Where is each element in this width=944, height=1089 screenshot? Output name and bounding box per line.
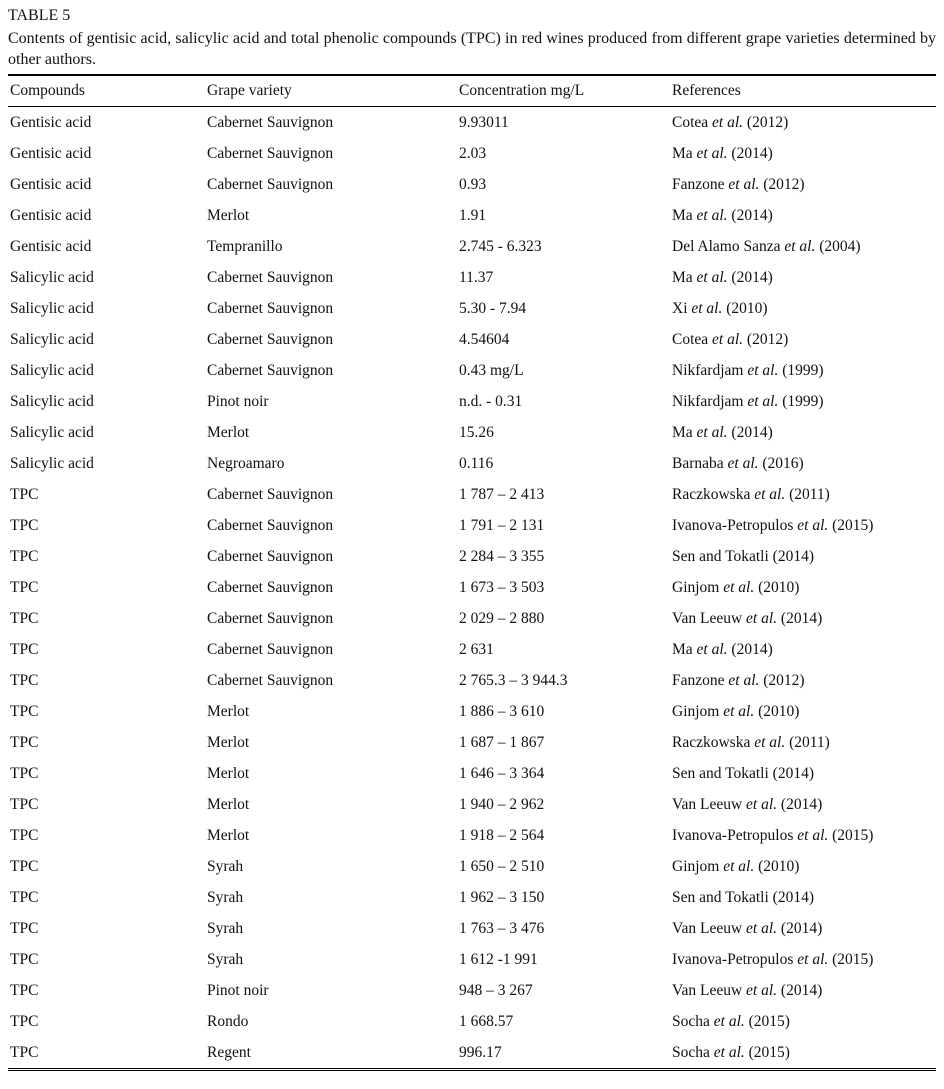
- table-cell-compound: TPC: [10, 672, 39, 689]
- table-cell-variety: Merlot: [207, 703, 250, 720]
- table-cell-compound: TPC: [10, 579, 39, 596]
- table-cell-compound: TPC: [10, 1013, 39, 1030]
- table-cell-variety: Syrah: [207, 920, 244, 937]
- table-row: [8, 448, 936, 479]
- table-cell-reference: Ginjom et al. (2010): [672, 858, 800, 875]
- table-row: [8, 913, 936, 944]
- table-cell-compound: TPC: [10, 982, 39, 999]
- table-row: [8, 417, 936, 448]
- table-row: [8, 200, 936, 231]
- table-row: [8, 975, 936, 1006]
- table-cell-compound: TPC: [10, 796, 39, 813]
- table-row: [8, 882, 936, 913]
- table-cell-concentration: 2.745 - 6.323: [459, 238, 542, 255]
- table-cell-variety: Cabernet Sauvignon: [207, 486, 334, 503]
- table-cell-variety: Syrah: [207, 858, 244, 875]
- table-cell-compound: TPC: [10, 858, 39, 875]
- table-cell-compound: TPC: [10, 548, 39, 565]
- table-cell-reference: Ma et al. (2014): [672, 145, 773, 162]
- table-cell-reference: Ginjom et al. (2010): [672, 579, 800, 596]
- table-cell-variety: Syrah: [207, 889, 244, 906]
- table-row: [8, 324, 936, 355]
- table-cell-compound: TPC: [10, 734, 39, 751]
- table-cell-compound: TPC: [10, 517, 39, 534]
- table-cell-concentration: 1 763 – 3 476: [459, 920, 545, 937]
- table-cell-reference: Sen and Tokatli (2014): [672, 765, 814, 782]
- table-cell-concentration: 0.43 mg/L: [459, 362, 524, 379]
- table-cell-concentration: 11.37: [459, 269, 494, 286]
- table-cell-reference: Van Leeuw et al. (2014): [672, 920, 823, 937]
- table-cell-reference: Raczkowska et al. (2011): [672, 486, 830, 503]
- table-cell-reference: Ma et al. (2014): [672, 207, 773, 224]
- table-cell-compound: Salicylic acid: [10, 362, 94, 379]
- table-cell-variety: Merlot: [207, 207, 250, 224]
- table-cell-compound: TPC: [10, 765, 39, 782]
- table-cell-compound: Gentisic acid: [10, 238, 92, 255]
- table-row: [8, 758, 936, 789]
- table-cell-compound: Salicylic acid: [10, 300, 94, 317]
- table-cell-reference: Ma et al. (2014): [672, 269, 773, 286]
- table-cell-concentration: 2 631: [459, 641, 494, 658]
- table-cell-variety: Cabernet Sauvignon: [207, 114, 334, 131]
- table-cell-compound: TPC: [10, 1044, 39, 1061]
- table-cell-concentration: 0.116: [459, 455, 494, 472]
- table-cell-variety: Merlot: [207, 765, 250, 782]
- table-cell-concentration: 1 612 -1 991: [459, 951, 538, 968]
- table-cell-variety: Cabernet Sauvignon: [207, 362, 334, 379]
- column-header-grape-variety: Grape variety: [205, 75, 457, 107]
- table-row: [8, 138, 936, 169]
- table-cell-concentration: 948 – 3 267: [459, 982, 533, 999]
- table-cell-concentration: 1 673 – 3 503: [459, 579, 545, 596]
- table-cell-compound: Gentisic acid: [10, 207, 92, 224]
- table-caption: Contents of gentisic acid, salicylic acid and total phenolic compounds (TPC) in red wines produced from different grape varieties determined by other authors.: [8, 30, 936, 68]
- table-cell-reference: Fanzone et al. (2012): [672, 672, 805, 689]
- table-cell-variety: Tempranillo: [207, 238, 283, 255]
- table-cell-variety: Pinot noir: [207, 393, 269, 410]
- table-label: TABLE 5: [8, 7, 71, 24]
- table-cell-concentration: 1 940 – 2 962: [459, 796, 545, 813]
- table-cell-compound: TPC: [10, 889, 39, 906]
- table-cell-reference: Ma et al. (2014): [672, 424, 773, 441]
- table-cell-concentration: 996.17: [459, 1044, 502, 1061]
- table-row: [8, 386, 936, 417]
- table-cell-reference: Ivanova-Petropulos et al. (2015): [672, 517, 874, 534]
- table-cell-reference: Ma et al. (2014): [672, 641, 773, 658]
- table-row: [8, 107, 936, 139]
- table-cell-concentration: 2 284 – 3 355: [459, 548, 545, 565]
- table-cell-variety: Rondo: [207, 1013, 249, 1030]
- table-header: [8, 75, 936, 107]
- table-cell-compound: TPC: [10, 703, 39, 720]
- table-cell-compound: TPC: [10, 951, 39, 968]
- table-row: [8, 355, 936, 386]
- table-cell-compound: Gentisic acid: [10, 145, 92, 162]
- table-cell-compound: Salicylic acid: [10, 331, 94, 348]
- table-cell-concentration: 1 787 – 2 413: [459, 486, 545, 503]
- table-cell-concentration: 4.54604: [459, 331, 510, 348]
- table-cell-concentration: 2.03: [459, 145, 487, 162]
- table-cell-concentration: 1 886 – 3 610: [459, 703, 545, 720]
- table-cell-concentration: 1 646 – 3 364: [459, 765, 545, 782]
- table-cell-reference: Raczkowska et al. (2011): [672, 734, 830, 751]
- table-cell-variety: Cabernet Sauvignon: [207, 300, 334, 317]
- table-cell-compound: Gentisic acid: [10, 114, 92, 131]
- table-row: [8, 169, 936, 200]
- table-cell-reference: Van Leeuw et al. (2014): [672, 610, 823, 627]
- table-cell-variety: Merlot: [207, 796, 250, 813]
- table-row: [8, 665, 936, 696]
- table-cell-concentration: 1 918 – 2 564: [459, 827, 545, 844]
- table-header-row: [8, 75, 936, 107]
- table-cell-variety: Cabernet Sauvignon: [207, 548, 334, 565]
- table-row: [8, 572, 936, 603]
- table-cell-concentration: 1 650 – 2 510: [459, 858, 545, 875]
- table-cell-reference: Xi et al. (2010): [672, 300, 768, 317]
- table-cell-reference: Sen and Tokatli (2014): [672, 548, 814, 565]
- table-row: [8, 727, 936, 758]
- table-cell-concentration: 2 765.3 – 3 944.3: [459, 672, 568, 689]
- table-cell-reference: Cotea et al. (2012): [672, 114, 789, 131]
- table-cell-concentration: 9.93011: [459, 114, 509, 131]
- table-cell-compound: Salicylic acid: [10, 393, 94, 410]
- table-cell-compound: TPC: [10, 610, 39, 627]
- table-cell-reference: Ginjom et al. (2010): [672, 703, 800, 720]
- table-cell-reference: Socha et al. (2015): [672, 1044, 790, 1061]
- table-cell-concentration: 1 791 – 2 131: [459, 517, 545, 534]
- table-row: [8, 789, 936, 820]
- column-header-compounds: Compounds: [8, 75, 205, 107]
- table-row: [8, 479, 936, 510]
- table-cell-reference: Nikfardjam et al. (1999): [672, 393, 824, 410]
- table-row: [8, 603, 936, 634]
- table-cell-concentration: 5.30 - 7.94: [459, 300, 527, 317]
- table-cell-variety: Regent: [207, 1044, 251, 1061]
- table-row: [8, 510, 936, 541]
- table-cell-concentration: 1.91: [459, 207, 487, 224]
- table-row: [8, 262, 936, 293]
- table-cell-variety: Cabernet Sauvignon: [207, 269, 334, 286]
- column-header-references: References: [670, 75, 936, 107]
- table-cell-concentration: n.d. - 0.31: [459, 393, 523, 410]
- table-row: [8, 944, 936, 975]
- table-cell-variety: Negroamaro: [207, 455, 285, 472]
- table-cell-variety: Cabernet Sauvignon: [207, 517, 334, 534]
- table-row: [8, 851, 936, 882]
- table-cell-reference: Van Leeuw et al. (2014): [672, 982, 823, 999]
- table-cell-concentration: 1 687 – 1 867: [459, 734, 545, 751]
- table-cell-compound: TPC: [10, 827, 39, 844]
- table-cell-variety: Cabernet Sauvignon: [207, 610, 334, 627]
- table-cell-variety: Cabernet Sauvignon: [207, 331, 334, 348]
- table-cell-variety: Syrah: [207, 951, 244, 968]
- table-cell-variety: Merlot: [207, 827, 250, 844]
- table-cell-reference: Socha et al. (2015): [672, 1013, 790, 1030]
- table-cell-reference: Cotea et al. (2012): [672, 331, 789, 348]
- table-cell-concentration: 0.93: [459, 176, 487, 193]
- table-cell-compound: TPC: [10, 920, 39, 937]
- table-cell-concentration: 1 668.57: [459, 1013, 514, 1030]
- table-row: [8, 231, 936, 262]
- table-cell-variety: Merlot: [207, 734, 250, 751]
- table-cell-compound: Salicylic acid: [10, 424, 94, 441]
- table-cell-reference: Ivanova-Petropulos et al. (2015): [672, 951, 874, 968]
- table-cell-reference: Fanzone et al. (2012): [672, 176, 805, 193]
- table-cell-compound: TPC: [10, 486, 39, 503]
- table-cell-compound: Salicylic acid: [10, 455, 94, 472]
- table-cell-reference: Nikfardjam et al. (1999): [672, 362, 824, 379]
- table-cell-reference: Ivanova-Petropulos et al. (2015): [672, 827, 874, 844]
- table-cell-variety: Pinot noir: [207, 982, 269, 999]
- table-cell-variety: Cabernet Sauvignon: [207, 176, 334, 193]
- table-row: [8, 1006, 936, 1037]
- table-body: [8, 107, 936, 1070]
- table-cell-concentration: 15.26: [459, 424, 494, 441]
- table-row: [8, 820, 936, 851]
- table-cell-variety: Cabernet Sauvignon: [207, 641, 334, 658]
- table-cell-concentration: 2 029 – 2 880: [459, 610, 545, 627]
- table-cell-variety: Cabernet Sauvignon: [207, 579, 334, 596]
- table-cell-variety: Cabernet Sauvignon: [207, 672, 334, 689]
- table-cell-concentration: 1 962 – 3 150: [459, 889, 545, 906]
- table-cell-compound: Salicylic acid: [10, 269, 94, 286]
- table-cell-variety: Merlot: [207, 424, 250, 441]
- table-row: [8, 293, 936, 324]
- table-row: [8, 541, 936, 572]
- table-row: [8, 696, 936, 727]
- table-cell-variety: Cabernet Sauvignon: [207, 145, 334, 162]
- table-cell-reference: Sen and Tokatli (2014): [672, 889, 814, 906]
- table-cell-reference: Van Leeuw et al. (2014): [672, 796, 823, 813]
- table-cell-compound: TPC: [10, 641, 39, 658]
- column-header-concentration: Concentration mg/L: [457, 75, 670, 107]
- table-row: [8, 634, 936, 665]
- table-cell-compound: Gentisic acid: [10, 176, 92, 193]
- table-cell-reference: Barnaba et al. (2016): [672, 455, 804, 472]
- table-cell-reference: Del Alamo Sanza et al. (2004): [672, 238, 861, 255]
- table-row: [8, 1037, 936, 1070]
- data-table: [8, 74, 936, 1071]
